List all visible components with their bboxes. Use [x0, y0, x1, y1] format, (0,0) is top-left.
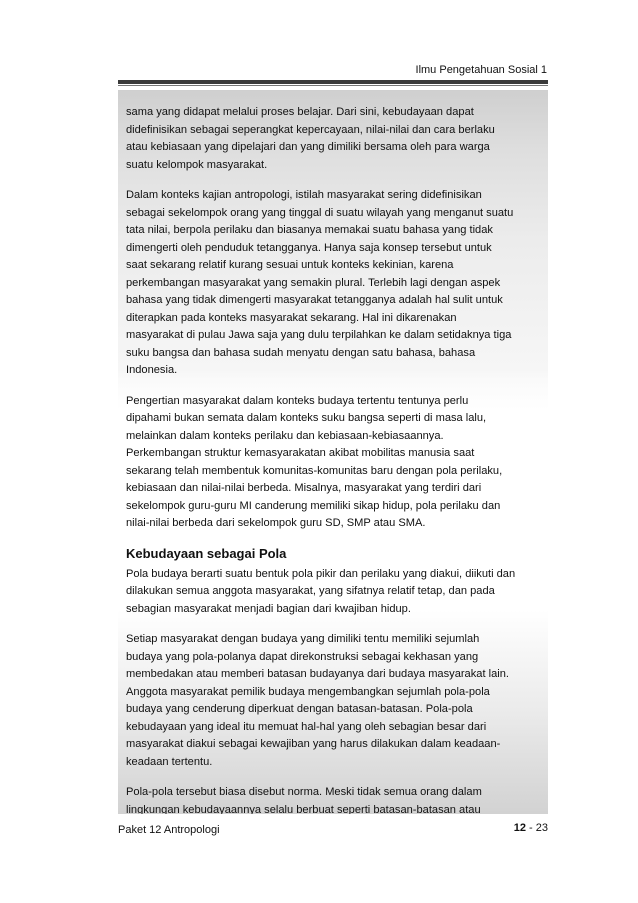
text-line: lingkungan kebudayaannya selalu berbuat seperti batasan-batasan atau — [126, 803, 481, 814]
text-line: kebudayaan yang ideal itu memuat hal-hal yang oleh sebagian besar dari — [126, 720, 487, 733]
text-line: masyarakat diakui sebagai kewajiban yang harus dilakukan dalam keadaan- — [126, 738, 501, 750]
text-line: suatu kelompok masyarakat. — [126, 158, 268, 171]
chapter-number: 12 — [513, 822, 526, 834]
section-heading: Kebudayaan sebagai Pola — [126, 545, 287, 561]
paragraph — [126, 784, 540, 814]
paragraph — [126, 104, 540, 174]
paragraph — [126, 393, 540, 533]
text-line: nilai-nilai berbeda dari sekelompok guru SD, SMP atau SMA. — [126, 517, 426, 529]
paragraph — [126, 631, 540, 771]
text-line: saat sekarang relatif kurang sesuai untuk konteks kekinian, karena — [126, 259, 454, 271]
text-line: budaya yang pola-polanya dapat direkonstruksi sebagai kekhasan yang — [126, 650, 479, 663]
text-line: atau kebiasaan yang dipelajari dan yang dimiliki bersama oleh para warga — [126, 141, 490, 153]
text-line: perkembangan masyarakat yang semakin plural. Terlebih lagi dengan aspek — [126, 276, 501, 289]
content-body — [118, 90, 548, 814]
text-line: dimengerti oleh penduduk tetangganya. Hanya saja konsep tersebut untuk — [126, 241, 492, 254]
footer-left-text: Paket 12 Antropologi — [118, 824, 220, 836]
text-line: melainkan dalam konteks perilaku dan kebiasaan-kebiasaannya. — [126, 429, 444, 442]
page-number-value: 23 — [535, 822, 548, 834]
text-line: Dalam konteks kajian antropologi, istilah masyarakat sering didefinisikan — [126, 189, 482, 201]
text-line: sama yang didapat melalui proses belajar. Dari sini, kebudayaan dapat — [126, 106, 474, 118]
page-content — [118, 90, 548, 814]
text-line: keadaan tertentu. — [126, 755, 213, 768]
text-line: sebagian masyarakat menjadi bagian dari kwajiban hidup. — [126, 602, 411, 615]
paragraph — [126, 187, 540, 380]
text-line: sebagai sekelompok orang yang tinggal di suatu wilayah yang menganut suatu — [126, 206, 514, 219]
header-rule — [118, 80, 548, 84]
page-number — [514, 822, 548, 834]
running-header-title: Ilmu Pengetahuan Sosial 1 — [415, 64, 547, 76]
text-line: Perkembangan struktur kemasyarakatan akibat mobilitas manusia saat — [126, 447, 475, 459]
text-line: bahasa yang tidak dimengerti masyarakat tetangganya adalah hal sulit untuk — [126, 294, 503, 306]
text-line: budaya yang cenderung diperkuat dengan batasan-batasan. Pola-pola — [126, 703, 473, 715]
text-line: dilakukan semua anggota masyarakat, yang sifatnya relatif tetap, dan pada — [126, 585, 495, 597]
text-line: Pola-pola tersebut biasa disebut norma. Meski tidak semua orang dalam — [126, 786, 482, 798]
text-line: membedakan atau memberi batasan budayanya dari budaya masyarakat lain. — [126, 668, 509, 680]
text-line: Setiap masyarakat dengan budaya yang dimiliki tentu memiliki sejumlah — [126, 633, 480, 645]
text-line: masyarakat di pulau Jawa saja yang dulu terpilahkan ke dalam setidaknya tiga — [126, 329, 512, 341]
text-line: kebiasaan dan nilai-nilai berbeda. Misalnya, masyarakat yang terdiri dari — [126, 482, 482, 494]
text-line: suku bangsa dan bahasa sudah menyatu dengan satu bahasa, bahasa — [126, 346, 476, 359]
text-line: sekelompok guru-guru MI canderung memiliki sikap hidup, pola perilaku dan — [126, 499, 501, 512]
text-line: diterapkan pada konteks masyarakat sekarang. Hal ini dikarenakan — [126, 311, 457, 324]
paragraph — [126, 566, 540, 619]
page-separator: - — [525, 822, 536, 834]
text-line: Pengertian masyarakat dalam konteks budaya tertentu tentunya perlu — [126, 394, 469, 407]
text-line: Pola budaya berarti suatu bentuk pola pikir dan perilaku yang diakui, diikuti dan — [126, 567, 516, 580]
text-line: tata nilai, berpola perilaku dan biasanya memakai suatu bahasa yang tidak — [126, 224, 493, 236]
text-line: Indonesia. — [126, 364, 178, 376]
text-line: sekarang telah membentuk komunitas-komunitas baru dengan pola perilaku, — [126, 464, 503, 477]
text-line: didefinisikan sebagai seperangkat kepercayaan, nilai-nilai dan cara berlaku — [126, 123, 495, 136]
text-line: Anggota masyarakat pemilik budaya mengembangkan sejumlah pola-pola — [126, 685, 490, 698]
text-line: dipahami bukan semata dalam konteks suku bangsa seperti di masa lalu, — [126, 412, 487, 424]
